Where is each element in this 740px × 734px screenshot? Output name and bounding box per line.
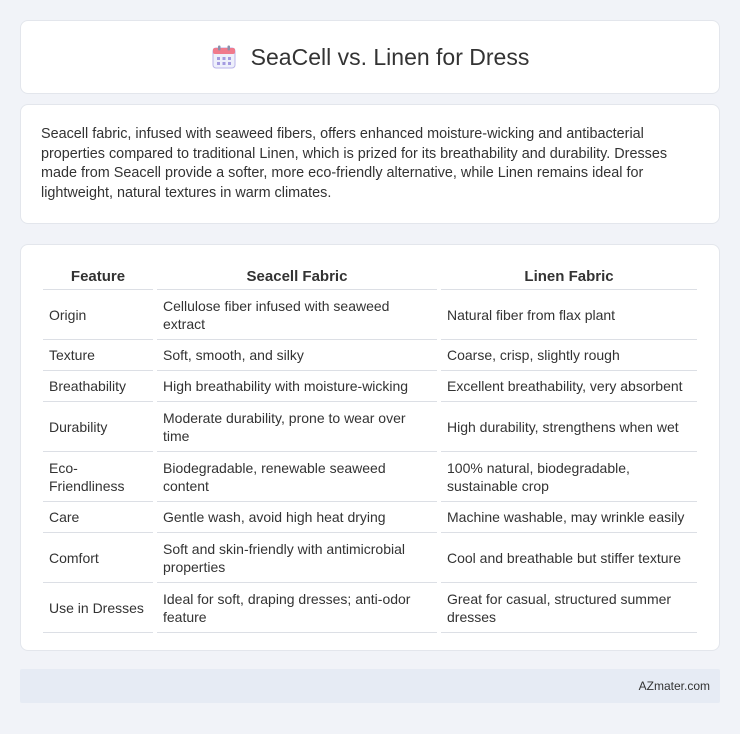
title-card [20, 20, 720, 94]
table-row [43, 452, 697, 502]
feature-cell: Care [43, 502, 155, 533]
feature-cell: Durability [43, 402, 155, 452]
linen-cell: Coarse, crisp, slightly rough [439, 340, 697, 371]
description-text: Seacell fabric, infused with seaweed fibers, offers enhanced moisture-wicking and antibacterial properties compared to traditional Linen, which is prized for its breathability and durability. Dresses made from Seacell provide a softer, more eco-friendly alternative, while Linen remains ideal for lightweight, natural textures in warm climates. [41, 126, 668, 201]
footer [20, 669, 720, 703]
linen-cell: Natural fiber from flax plant [439, 290, 697, 340]
linen-cell: Great for casual, structured summer dresses [439, 583, 697, 633]
seacell-cell: Soft, smooth, and silky [155, 340, 439, 371]
table-row [43, 340, 697, 371]
column-header-feature: Feature [43, 265, 155, 290]
feature-cell: Eco-Friendliness [43, 452, 155, 502]
seacell-cell: Biodegradable, renewable seaweed content [155, 452, 439, 502]
table-row [43, 402, 697, 452]
seacell-cell: Soft and skin-friendly with antimicrobial properties [155, 533, 439, 583]
table-row [43, 502, 697, 533]
feature-cell: Use in Dresses [43, 583, 155, 633]
seacell-cell: Cellulose fiber infused with seaweed extract [155, 290, 439, 340]
column-header-seacell: Seacell Fabric [155, 265, 439, 290]
seacell-cell: Gentle wash, avoid high heat drying [155, 502, 439, 533]
comparison-table [43, 265, 697, 633]
linen-cell: High durability, strengthens when wet [439, 402, 697, 452]
table-row [43, 533, 697, 583]
table-row [43, 290, 697, 340]
table-row [43, 583, 697, 633]
calendar-icon [211, 44, 237, 70]
feature-cell: Texture [43, 340, 155, 371]
linen-cell: 100% natural, biodegradable, sustainable crop [439, 452, 697, 502]
seacell-cell: Moderate durability, prone to wear over time [155, 402, 439, 452]
page-title: SeaCell vs. Linen for Dress [250, 43, 530, 70]
table-row [43, 371, 697, 402]
description-card [20, 104, 720, 224]
linen-cell: Cool and breathable but stiffer texture [439, 533, 697, 583]
seacell-cell: High breathability with moisture-wicking [155, 371, 439, 402]
linen-cell: Machine washable, may wrinkle easily [439, 502, 697, 533]
comparison-table-card [20, 244, 720, 651]
footer-brand: AZmater.com [638, 679, 710, 693]
feature-cell: Comfort [43, 533, 155, 583]
column-header-linen: Linen Fabric [439, 265, 697, 290]
seacell-cell: Ideal for soft, draping dresses; anti-odor feature [155, 583, 439, 633]
feature-cell: Breathability [43, 371, 155, 402]
feature-cell: Origin [43, 290, 155, 340]
table-header-row [43, 265, 697, 290]
linen-cell: Excellent breathability, very absorbent [439, 371, 697, 402]
